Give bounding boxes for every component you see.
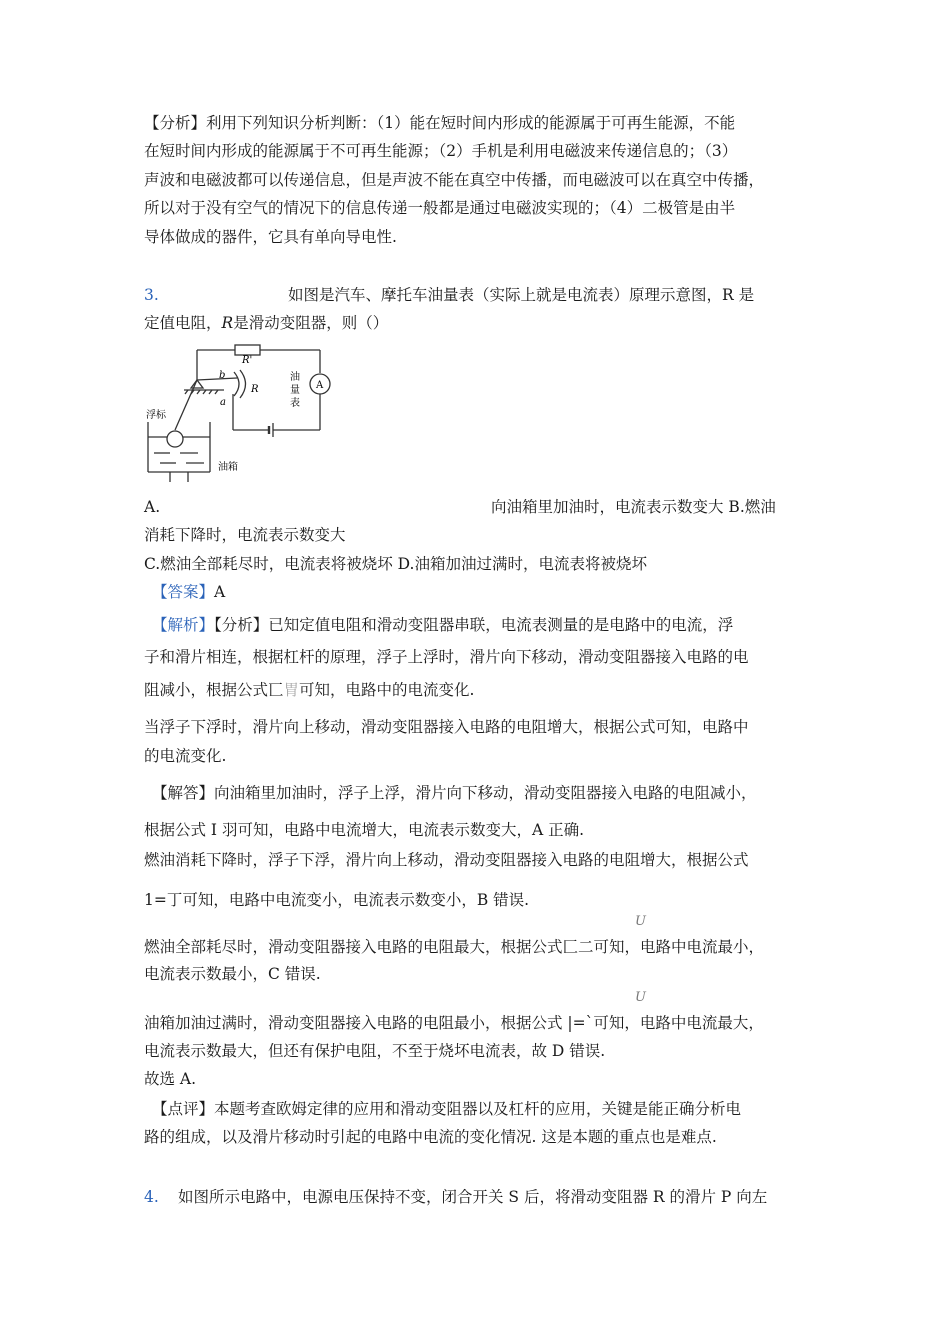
conclusion: 故选 A.	[144, 1070, 197, 1088]
jieda-line: 【解答】向油箱里加油时，浮子上浮，滑片向下移动，滑动变阻器接入电路的电阻减小，	[152, 784, 757, 802]
jieda-line: 1=丁可知，电路中电流变小，电流表示数变小，B 错误.	[144, 891, 530, 909]
meter-label: 油	[290, 372, 300, 383]
analysis-line: 所以对于没有空气的情况下的信息传递一般都是通过电磁波实现的；（4）二极管是由半	[144, 199, 736, 217]
jieda-line: 燃油消耗下降时，浮子下浮，滑片向上移动，滑动变阻器接入电路的电阻增大，根据公式	[144, 851, 749, 869]
jiexi-line: 子和滑片相连，根据杠杆的原理，浮子上浮时，滑片向下移动，滑动变阻器接入电路的电	[144, 648, 749, 666]
jiexi-line: 当浮子下浮时，滑片向上移动，滑动变阻器接入电路的电阻增大，根据公式可知，电路中	[144, 718, 749, 736]
jieda-line: 电流表示数最小，C 错误.	[144, 965, 321, 983]
analysis-line: 在短时间内形成的能源属于不可再生能源；（2）手机是利用电磁波来传递信息的；（3）	[144, 142, 738, 160]
answer-value: A	[214, 583, 226, 601]
stem-part: 是滑动变阻器，则（）	[233, 314, 389, 332]
ammeter-label: A	[316, 380, 324, 391]
analysis-line: 【分析】利用下列知识分析判断：（1）能在短时间内形成的能源属于可再生能源，不能	[144, 114, 736, 132]
meter-label: 量	[290, 385, 300, 396]
formula-u: U	[635, 990, 646, 1005]
jiexi-line	[152, 615, 733, 635]
analysis-line: 导体做成的器件，它具有单向导电性.	[144, 228, 397, 246]
answer	[152, 582, 225, 602]
jiexi-line: 的电流变化.	[144, 747, 227, 765]
jieda-line: 油箱加油过满时，滑动变阻器接入电路的电阻最小，根据公式 |=`可知，电路中电流最大，	[144, 1014, 764, 1032]
float-label: 浮标	[146, 410, 166, 421]
jiexi-part: 可知，电路中的电流变化.	[299, 681, 475, 699]
label-b: b	[219, 370, 226, 381]
options-c-d: C.燃油全部耗尽时，电流表将被烧坏 D.油箱加油过满时，电流表将被烧坏	[144, 555, 647, 573]
question-stem-cont	[144, 313, 388, 333]
question-number: 3.	[144, 286, 159, 304]
tank-label: 油箱	[218, 462, 238, 473]
jieda-line: 根据公式 I 羽可知，电路中电流增大，电流表示数变大，A 正确.	[144, 821, 585, 839]
jiexi-line	[144, 680, 474, 700]
question-stem: 如图是汽车、摩托车油量表（实际上就是电流表）原理示意图，R 是	[288, 286, 755, 304]
jieda-line: 燃油全部耗尽时，滑动变阻器接入电路的电阻最大，根据公式匚二可知，电路中电流最小，	[144, 938, 765, 956]
question-stem: 如图所示电路中，电源电压保持不变，闭合开关 S 后，将滑动变阻器 R 的滑片 P 向左	[178, 1188, 768, 1206]
option-a: 向油箱里加油时，电流表示数变大 B.燃油	[491, 498, 776, 516]
variable-r: R	[221, 314, 234, 332]
jieda-line: 电流表示数最大，但还有保护电阻，不至于烧坏电流表，故 D 错误.	[144, 1042, 606, 1060]
comment-line: 【点评】本题考查欧姆定律的应用和滑动变阻器以及杠杆的应用，关键是能正确分析电	[152, 1100, 742, 1118]
jiexi-label: 【解析】	[152, 616, 215, 634]
formula-fragment: 胃	[283, 681, 300, 699]
question-number: 4.	[144, 1188, 159, 1206]
option-b-cont: 消耗下降时，电流表示数变大	[144, 526, 346, 544]
comment-line: 路的组成，以及滑片移动时引起的电路中电流的变化情况. 这是本题的重点也是难点.	[144, 1128, 717, 1146]
label-r: R	[251, 384, 259, 395]
jiexi-part: 阻减小，根据公式匸	[144, 681, 284, 699]
label-a: a	[220, 397, 226, 408]
formula-u: U	[635, 914, 646, 929]
meter-label: 表	[290, 398, 300, 409]
label-r-prime: R'	[242, 355, 253, 366]
stem-part: 定值电阻，	[144, 314, 222, 332]
jiexi-text: 【分析】已知定值电阻和滑动变阻器串联，电流表测量的是电路中的电流，浮	[214, 616, 734, 634]
fuel-gauge-circuit-diagram	[140, 340, 340, 485]
analysis-line: 声波和电磁波都可以传递信息，但是声波不能在真空中传播，而电磁波可以在真空中传播，	[144, 171, 765, 189]
option-a-letter: A.	[144, 498, 161, 516]
answer-label: 【答案】	[152, 583, 215, 601]
